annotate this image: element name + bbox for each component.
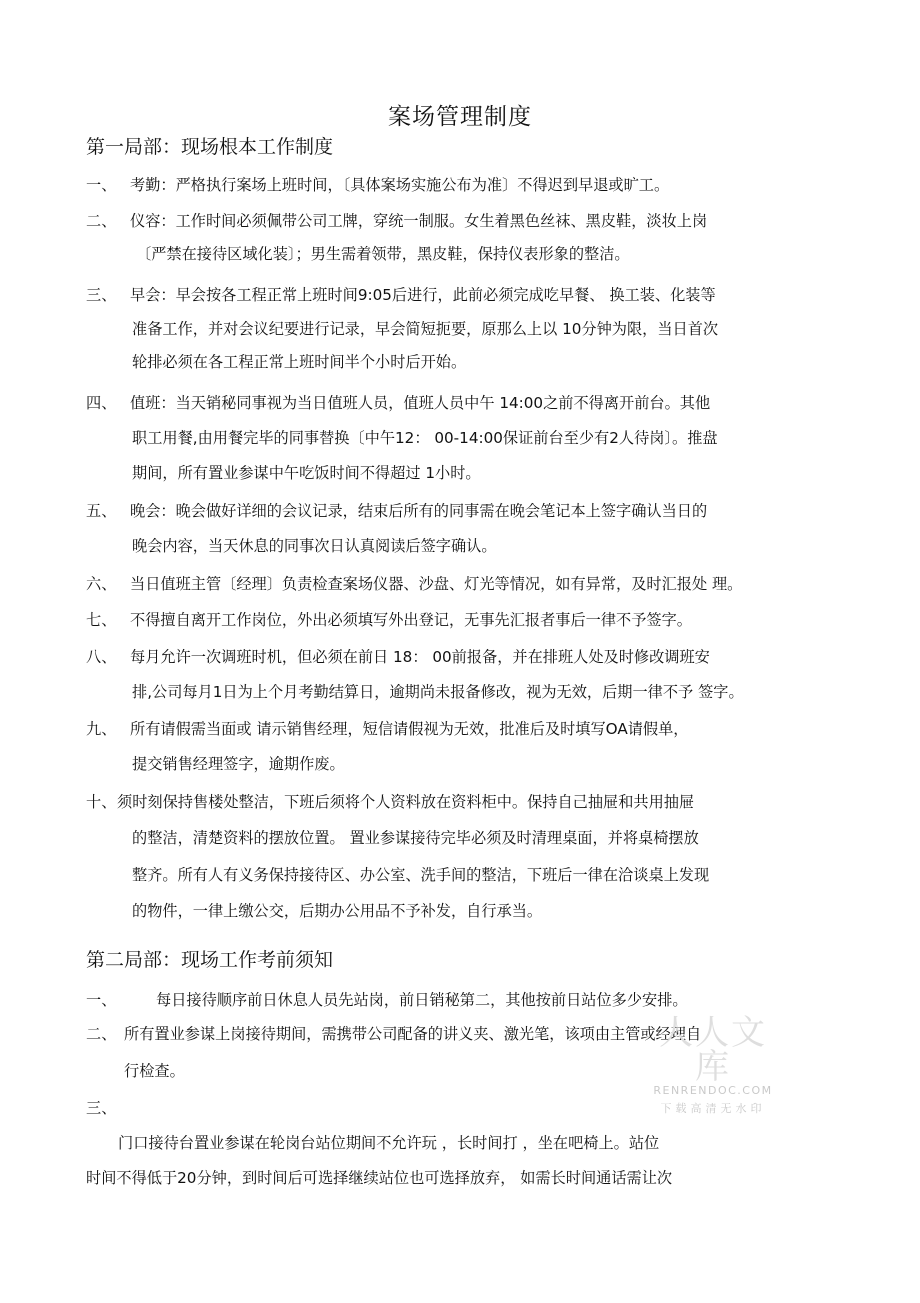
item-number: 二、 (86, 1025, 117, 1043)
paragraph-line: 时间不得低于20分钟，到时间后可选择继续站位也可选择放弃， 如需长时间通话需让次 (86, 1169, 673, 1187)
item-line: 所有置业参谋上岗接待期间，需携带公司配备的讲义夹、激光笔，该项由主管或经理自 (124, 1025, 702, 1043)
item-number: 一、 (86, 991, 117, 1009)
item-number: 五、 (86, 502, 117, 520)
item-line: 晚会：晚会做好详细的会议记录，结束后所有的同事需在晚会笔记本上签字确认当日的 (130, 502, 708, 520)
item-line: 值班：当天销秘同事视为当日值班人员，值班人员中午 14:00之前不得离开前台。其他 (130, 394, 711, 412)
item-line: 当日值班主管〔经理〕负责检查案场仪器、沙盘、灯光等情况，如有异常，及时汇报处 理。 (130, 575, 743, 593)
item-number: 九、 (86, 720, 117, 738)
item-line: 所有请假需当面或 请示销售经理，短信请假视为无效，批准后及时填写OA请假单， (130, 720, 689, 738)
item-number: 七、 (86, 611, 117, 629)
item-line: 职工用餐,由用餐完毕的同事替换〔中午12： 00-14:00保证前台至少有2人待岗〕。推盘 (132, 429, 718, 447)
item-line: 仪容：工作时间必须佩带公司工牌，穿统一制服。女生着黑色丝袜、黑皮鞋，淡妆上岗 (130, 212, 708, 230)
item-line: 的物件，一律上缴公交，后期办公用品不予补发，自行承当。 (132, 902, 543, 920)
item-line: 须时刻保持售楼处整洁，下班后须将个人资料放在资料柜中。保持自己抽屉和共用抽屉 (117, 793, 695, 811)
item-number: 十、 (86, 793, 117, 811)
item-number: 二、 (86, 212, 117, 230)
item-line: 期间，所有置业参谋中午吃饭时间不得超过 1小时。 (132, 464, 481, 482)
item-line: 每月允许一次调班时机，但必须在前日 18： 00前报备，并在排班人处及时修改调班安 (130, 648, 710, 666)
item-line: 〔严禁在接待区域化装〕；男生需着领带，黑皮鞋，保持仪表形象的整洁。 (136, 245, 630, 263)
item-number: 三、 (86, 286, 117, 304)
item-number: 六、 (86, 575, 117, 593)
item-line: 不得擅自离开工作岗位，外出必须填写外出登记，无事先汇报者事后一律不予签字。 (130, 611, 692, 629)
item-line: 的整洁，清楚资料的摆放位置。 置业参谋接待完毕必须及时清理桌面，并将桌椅摆放 (132, 829, 699, 847)
item-line: 排,公司每月1日为上个月考勤结算日，逾期尚未报备修改，视为无效，后期一律不予 签字。 (132, 683, 744, 701)
item-line: 行检查。 (124, 1062, 185, 1080)
item-line: 每日接待顺序前日休息人员先站岗，前日销秘第二，其他按前日站位多少安排。 (156, 991, 688, 1009)
item-line: 考勤：严格执行案场上班时间，〔具体案场实施公布为准〕不得迟到早退或旷工。 (130, 176, 670, 194)
paragraph-line: 门口接待台置业参谋在轮岗台站位期间不允许玩 ，长时间打 ，坐在吧椅上。站位 (118, 1134, 660, 1152)
item-number: 八、 (86, 648, 117, 666)
item-line: 晚会内容，当天休息的同事次日认真阅读后签字确认。 (132, 537, 497, 555)
part1-heading: 第一局部：现场根本工作制度 (86, 136, 334, 158)
item-line: 轮排必须在各工程正常上班时间半个小时后开始。 (132, 353, 467, 371)
item-line: 整齐。所有人有义务保持接待区、办公室、洗手间的整洁，下班后一律在洽谈桌上发现 (132, 866, 710, 884)
item-line: 早会：早会按各工程正常上班时间9:05后进行，此前必须完成吃早餐、 换工装、化装等 (130, 286, 716, 304)
part2-heading: 第二局部：现场工作考前须知 (86, 949, 334, 971)
item-number: 三、 (86, 1099, 117, 1117)
item-number: 一、 (86, 176, 117, 194)
item-line: 准备工作，并对会议纪要进行记录，早会简短扼要，原那么上以 10分钟为限，当日首次 (132, 320, 719, 338)
watermark-subtitle: 下载高清无水印 (660, 1102, 766, 1115)
item-line: 提交销售经理签字，逾期作废。 (132, 755, 345, 773)
document-title: 案场管理制度 (388, 104, 532, 130)
item-number: 四、 (86, 394, 117, 412)
watermark-mark: 人人文库 (659, 1013, 767, 1087)
watermark-url: RENRENDOC.COM (653, 1084, 773, 1097)
